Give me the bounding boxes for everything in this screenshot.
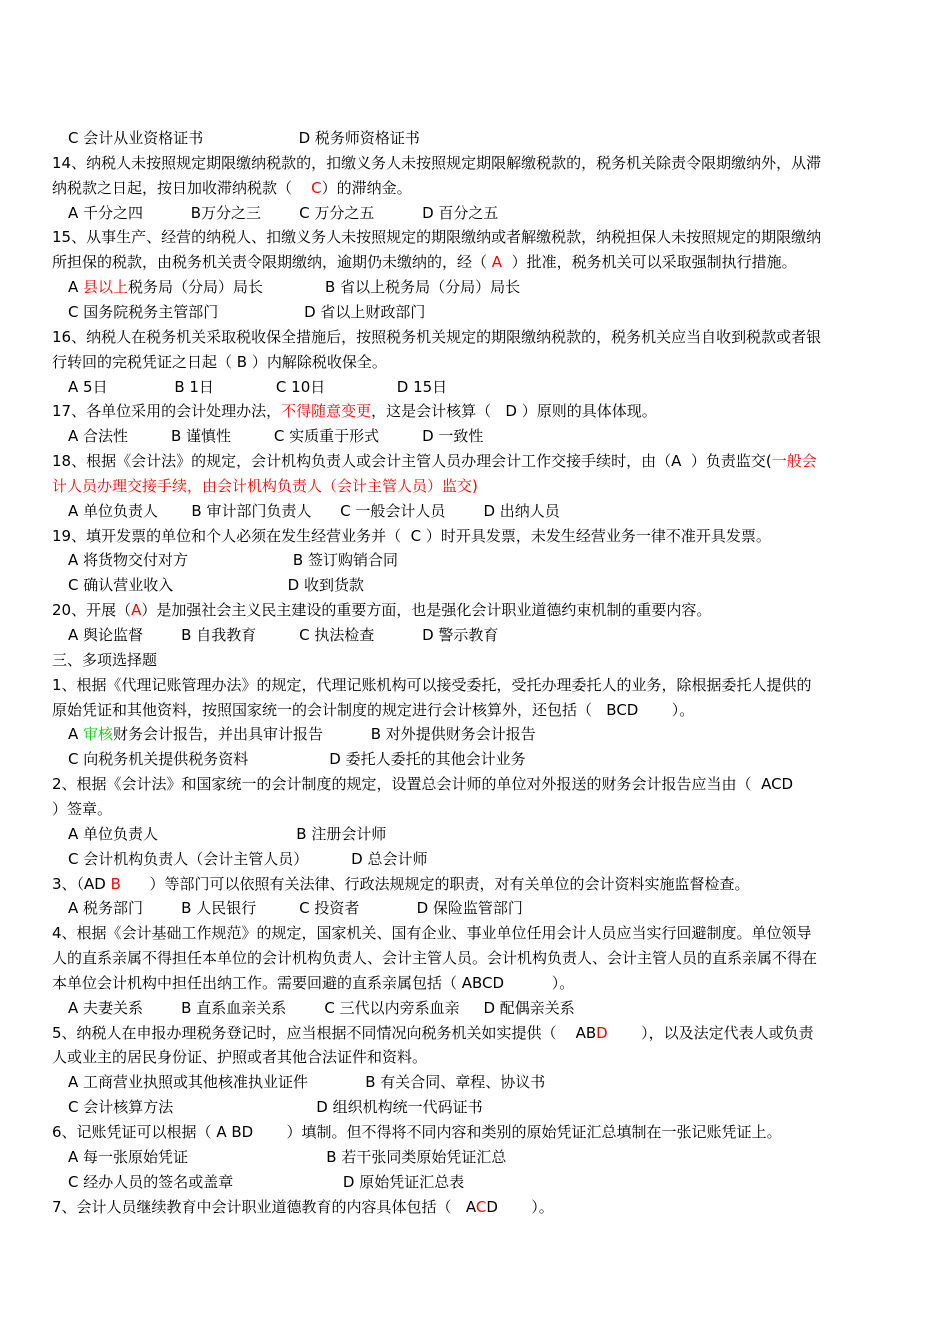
text-line-l22 [52,650,912,670]
text-run: A [68,278,84,296]
text-line-l42 [68,1147,912,1167]
text-run: B [110,875,121,893]
text-line-l43 [68,1172,912,1192]
text-run: A 将货物交付对方 B 签订购销合同 [68,551,398,569]
text-line-l41 [52,1122,912,1142]
text-run: 财务会计报告，并出具审计报告 B 对外提供财务会计报告 [113,725,536,743]
text-run: 所担保的税款，由税务机关责令限期缴纳，逾期仍未缴纳的，经（ [52,253,492,271]
text-run: C 会计机构负责人（会计主管人员） D 总会计师 [68,850,428,868]
text-line-l29 [68,824,912,844]
text-run: D ）。 [486,1198,554,1216]
text-run: 17、各单位采用的会计处理办法， [52,402,282,420]
text-run: 三、多项选择题 [52,651,158,669]
text-line-l36 [68,998,912,1018]
text-line-l01 [68,128,912,148]
text-run: 审核 [83,725,114,743]
text-run: 16、纳税人在税务机关采取税收保全措施后，按照税务机关规定的期限缴纳税款的，税务机关应当自收到税款或者银 [52,328,822,346]
text-run: 本单位会计机构中担任出纳工作。需要回避的直系亲属包括（ ABCD ）。 [52,974,575,992]
text-line-l13 [68,426,912,446]
text-line-l32 [68,898,912,918]
text-run: A [68,725,84,743]
text-line-l09 [52,327,912,347]
text-run: C 会计从业资格证书 D 税务师资格证书 [68,129,420,147]
text-line-l23 [52,675,912,695]
text-run: 19、填开发票的单位和个人必须在发生经营业务并（ C ）时开具发票，未发生经营业务一律不准开具发票。 [52,527,771,545]
text-run: 15、从事生产、经营的纳税人、扣缴义务人未按照规定的期限缴纳或者解缴税款，纳税担保人未按照规定的期限缴纳 [52,228,822,246]
text-line-l33 [52,923,912,943]
text-line-l30 [68,849,912,869]
text-line-l08 [68,302,912,322]
text-run: A 单位负责人 B 审计部门负责人 C 一般会计人员 D 出纳人员 [68,502,560,520]
text-line-l44 [52,1197,912,1217]
text-run: 纳税款之日起，按日加收滞纳税款（ [52,179,312,197]
text-run: 不得随意变更 [281,402,372,420]
text-run: C 会计核算方法 D 组织机构统一代码证书 [68,1098,483,1116]
text-line-l39 [68,1072,912,1092]
text-run: C [475,1198,487,1216]
text-run: ）签章。 [52,800,113,818]
text-run: A [131,601,142,619]
text-line-l40 [68,1097,912,1117]
text-run: D [596,1024,608,1042]
text-run: 7、会计人员继续教育中会计职业道德教育的内容具体包括（ A [52,1198,476,1216]
text-run: 人或业主的居民身份证、护照或者其他合法证件和资料。 [52,1048,428,1066]
text-run: 计人员办理交接手续，由会计机构负责人（会计主管人员）监交) [52,477,478,495]
text-line-l02 [52,153,912,173]
text-line-l28 [52,799,912,819]
text-run: A 单位负责人 B 注册会计师 [68,825,387,843]
text-line-l26 [68,749,912,769]
text-run: A 税务部门 B 人民银行 C 投资者 D 保险监管部门 [68,899,523,917]
text-run: A 舆论监督 B 自我教育 C 执法检查 D 警示教育 [68,626,499,644]
text-run: C 向税务机关提供税务资料 D 委托人委托的其他会计业务 [68,750,526,768]
text-run: A 夫妻关系 B 直系血亲关系 C 三代以内旁系血亲 D 配偶亲关系 [68,999,575,1017]
text-run: ）是加强社会主义民主建设的重要方面，也是强化会计职业道德约束机制的重要内容。 [141,601,712,619]
text-run: 县以上 [83,278,129,296]
text-run: A 每一张原始凭证 B 若干张同类原始凭证汇总 [68,1148,507,1166]
text-run: 2、根据《会计法》和国家统一的会计制度的规定，设置总会计师的单位对外报送的财务会计报告应当由（ ACD [52,775,794,793]
text-run: 6、记账凭证可以根据（ A BD ）填制。但不得将不同内容和类别的原始凭证汇总填制在一张记账凭证上。 [52,1123,782,1141]
text-run: 原始凭证和其他资料，按照国家统一的会计制度的规定进行会计核算外，还包括（ BCD ）。 [52,701,695,719]
text-line-l38 [52,1047,912,1067]
text-run: 3、（AD [52,875,111,893]
text-line-l19 [68,575,912,595]
text-run: A 5日 B 1日 C 10日 D 15日 [68,378,448,396]
text-line-l05 [52,227,912,247]
text-run: A 千分之四 B万分之三 C 万分之五 D 百分之五 [68,204,499,222]
text-line-l03 [52,178,912,198]
text-line-l27 [52,774,912,794]
text-line-l21 [68,625,912,645]
text-run: 18、根据《会计法》的规定，会计机构负责人或会计主管人员办理会计工作交接手续时，由（A ）负责监交( [52,452,772,470]
text-line-l24 [52,700,912,720]
text-line-l20 [52,600,912,620]
text-run: ，这是会计核算（ D ）原则的具体体现。 [371,402,657,420]
text-line-l14 [52,451,912,471]
text-line-l25 [68,724,912,744]
text-run: 4、根据《会计基础工作规范》的规定，国家机关、国有企业、事业单位任用会计人员应当实行回避制度。单位领导 [52,924,812,942]
text-run: C [311,179,322,197]
text-run: ）的滞纳金。 [321,179,412,197]
text-run: ）等部门可以依照有关法律、行政法规规定的职责，对有关单位的会计资料实施监督检查。 [120,875,750,893]
text-line-l04 [68,203,912,223]
text-run: C 确认营业收入 D 收到货款 [68,576,364,594]
text-line-l34 [52,948,912,968]
text-run: A 合法性 B 谨慎性 C 实质重于形式 D 一致性 [68,427,484,445]
text-run: ）批准，税务机关可以采取强制执行措施。 [502,253,797,271]
text-run: 行转回的完税凭证之日起（ B ）内解除税收保全。 [52,353,387,371]
text-line-l37 [52,1023,912,1043]
text-run: C 经办人员的签名或盖章 D 原始凭证汇总表 [68,1173,465,1191]
text-run: 1、根据《代理记账管理办法》的规定，代理记账机构可以接受委托，受托办理委托人的业务，除根据委托人提供的 [52,676,812,694]
text-run: 税务局（分局）局长 B 省以上税务局（分局）局长 [128,278,521,296]
text-run: 人的直系亲属不得担任本单位的会计机构负责人、会计主管人员。会计机构负责人、会计主管人员的直系亲属不得在 [52,949,818,967]
text-run: 5、纳税人在申报办理税务登记时，应当根据不同情况向税务机关如实提供（ AB [52,1024,597,1042]
text-line-l15 [52,476,912,496]
text-line-l06 [52,252,912,272]
text-run: C 国务院税务主管部门 D 省以上财政部门 [68,303,426,321]
text-line-l12 [52,401,912,421]
text-line-l10 [52,352,912,372]
text-run: 20、开展（ [52,601,132,619]
text-line-l17 [52,526,912,546]
text-run: A [491,253,503,271]
text-run: A 工商营业执照或其他核准执业证件 B 有关合同、章程、协议书 [68,1073,546,1091]
text-line-l18 [68,550,912,570]
text-run: 14、纳税人未按照规定期限缴纳税款的，扣缴义务人未按照规定期限解缴税款的，税务机关除责令限期缴纳外，从滞 [52,154,822,172]
text-line-l31 [52,874,912,894]
text-line-l35 [52,973,912,993]
text-line-l07 [68,277,912,297]
text-run: 一般会 [771,452,817,470]
text-run: ），以及法定代表人或负责 [607,1024,814,1042]
text-line-l16 [68,501,912,521]
text-line-l11 [68,377,912,397]
